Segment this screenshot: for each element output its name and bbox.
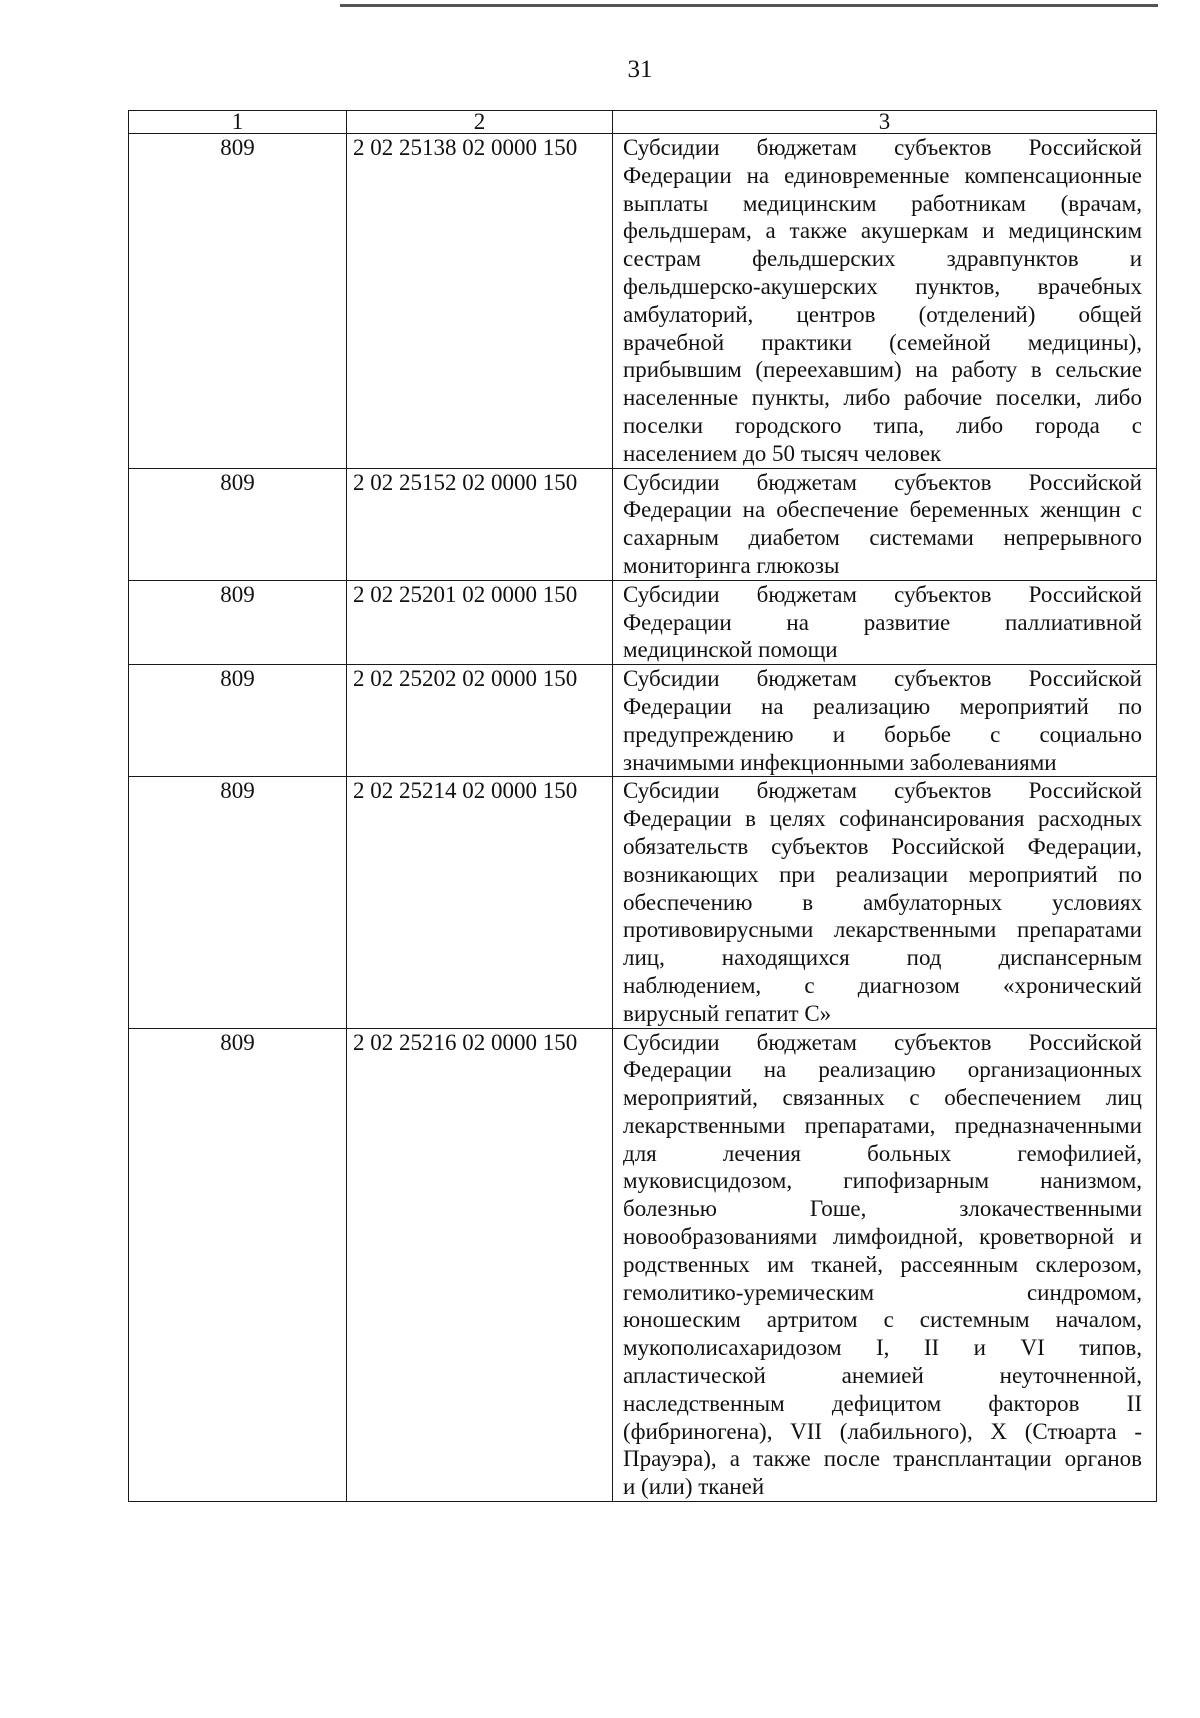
description-line: для лечения больных гемофилией,	[623, 1140, 1142, 1166]
description-line: населением до 50 тысяч человек	[623, 440, 942, 466]
table-header-row	[129, 111, 1157, 134]
description-line: сахарным диабетом системами непрерывного	[623, 525, 1142, 551]
description-line: новообразованиями лимфоидной, кроветворной и	[623, 1224, 1142, 1250]
admin-code-cell: 809	[129, 777, 347, 1028]
description-line: Федерации на реализацию мероприятий по	[623, 693, 1142, 719]
description-line: врачебной практики (семейной медицины),	[623, 329, 1142, 355]
description-cell	[613, 665, 1157, 777]
admin-code-cell: 809	[129, 468, 347, 580]
description-line: амбулаторий, центров (отделений) общей	[623, 301, 1142, 327]
description-line: прибывшим (переехавшим) на работу в сельские	[623, 357, 1142, 383]
description-line: Федерации на обеспечение беременных женщин с	[623, 497, 1142, 523]
header-col-2: 2	[347, 111, 613, 134]
budget-code-cell: 2 02 25214 02 0000 150	[347, 777, 613, 1028]
description-line: Субсидии бюджетам субъектов Российской	[623, 581, 1142, 607]
admin-code-cell: 809	[129, 580, 347, 664]
description-line: Прауэра), а также после трансплантации органов	[623, 1446, 1142, 1472]
description-line: мукополисахаридозом I, II и VI типов,	[623, 1335, 1142, 1361]
description-cell	[613, 1028, 1157, 1502]
description-line: Федерации на реализацию организационных	[623, 1057, 1142, 1083]
description-line: населенные пункты, либо рабочие поселки, либо	[623, 385, 1142, 411]
table-row	[129, 665, 1157, 777]
description-line: наследственным дефицитом факторов II	[623, 1390, 1142, 1416]
description-line: фельдшерам, а также акушеркам и медицинским	[623, 218, 1142, 244]
description-line: поселки городского типа, либо города с	[623, 412, 1142, 438]
table-row	[129, 580, 1157, 664]
description-line: обязательств субъектов Российской Федерации,	[623, 833, 1142, 859]
admin-code-cell: 809	[129, 665, 347, 777]
table-row	[129, 777, 1157, 1028]
description-line: фельдшерско-акушерских пунктов, врачебных	[623, 273, 1142, 299]
description-line: Субсидии бюджетам субъектов Российской	[623, 778, 1142, 804]
description-line: юношеским артритом с системным началом,	[623, 1307, 1142, 1333]
description-line: мероприятий, связанных с обеспечением лиц	[623, 1085, 1142, 1111]
description-line: Субсидии бюджетам субъектов Российской	[623, 666, 1142, 692]
description-line: обеспечению в амбулаторных условиях	[623, 889, 1142, 915]
description-line: сестрам фельдшерских здравпунктов и	[623, 246, 1142, 272]
budget-code-table	[128, 110, 1157, 1502]
description-line: мониторинга глюкозы	[623, 552, 840, 578]
budget-code-cell: 2 02 25202 02 0000 150	[347, 665, 613, 777]
description-cell	[613, 468, 1157, 580]
description-line: (фибриногена), VII (лабильного), X (Стюарта -	[623, 1418, 1142, 1444]
description-line: болезнью Гоше, злокачественными	[623, 1196, 1142, 1222]
description-line: значимыми инфекционными заболеваниями	[623, 749, 1057, 775]
description-line: апластической анемией неуточненной,	[623, 1363, 1142, 1389]
description-cell	[613, 777, 1157, 1028]
description-line: Субсидии бюджетам субъектов Российской	[623, 1029, 1142, 1055]
budget-code-cell: 2 02 25201 02 0000 150	[347, 580, 613, 664]
description-line: лиц, находящихся под диспансерным	[623, 945, 1142, 971]
description-line: наблюдением, с диагнозом «хронический	[623, 972, 1142, 998]
top-rule	[340, 4, 1158, 7]
description-line: Федерации в целях софинансирования расходных	[623, 806, 1142, 832]
description-line: гемолитико-уремическим синдромом,	[623, 1279, 1142, 1305]
description-line: лекарственными препаратами, предназначенными	[623, 1112, 1142, 1138]
description-line: муковисцидозом, гипофизарным нанизмом,	[623, 1168, 1142, 1194]
description-line: вирусный гепатит С»	[623, 1000, 832, 1026]
table-row	[129, 468, 1157, 580]
description-line: Федерации на развитие паллиативной	[623, 609, 1142, 635]
table-row	[129, 134, 1157, 469]
description-cell	[613, 134, 1157, 469]
description-line: Субсидии бюджетам субъектов Российской	[623, 469, 1142, 495]
description-cell	[613, 580, 1157, 664]
budget-code-cell: 2 02 25138 02 0000 150	[347, 134, 613, 469]
page-number: 31	[627, 56, 653, 83]
description-line: медицинской помощи	[623, 637, 838, 663]
description-line: противовирусными лекарственными препаратами	[623, 917, 1142, 943]
description-line: возникающих при реализации мероприятий по	[623, 861, 1142, 887]
description-line: Субсидии бюджетам субъектов Российской	[623, 135, 1142, 160]
admin-code-cell: 809	[129, 134, 347, 469]
table-row	[129, 1028, 1157, 1502]
description-line: и (или) тканей	[623, 1474, 765, 1500]
description-line: Федерации на единовременные компенсационные	[623, 162, 1142, 188]
header-col-1: 1	[129, 111, 347, 134]
description-line: предупреждению и борьбе с социально	[623, 721, 1142, 747]
description-line: родственных им тканей, рассеянным склерозом,	[623, 1251, 1142, 1277]
admin-code-cell: 809	[129, 1028, 347, 1502]
header-col-3: 3	[613, 111, 1157, 134]
budget-code-cell: 2 02 25216 02 0000 150	[347, 1028, 613, 1502]
description-line: выплаты медицинским работникам (врачам,	[623, 190, 1142, 216]
budget-code-cell: 2 02 25152 02 0000 150	[347, 468, 613, 580]
